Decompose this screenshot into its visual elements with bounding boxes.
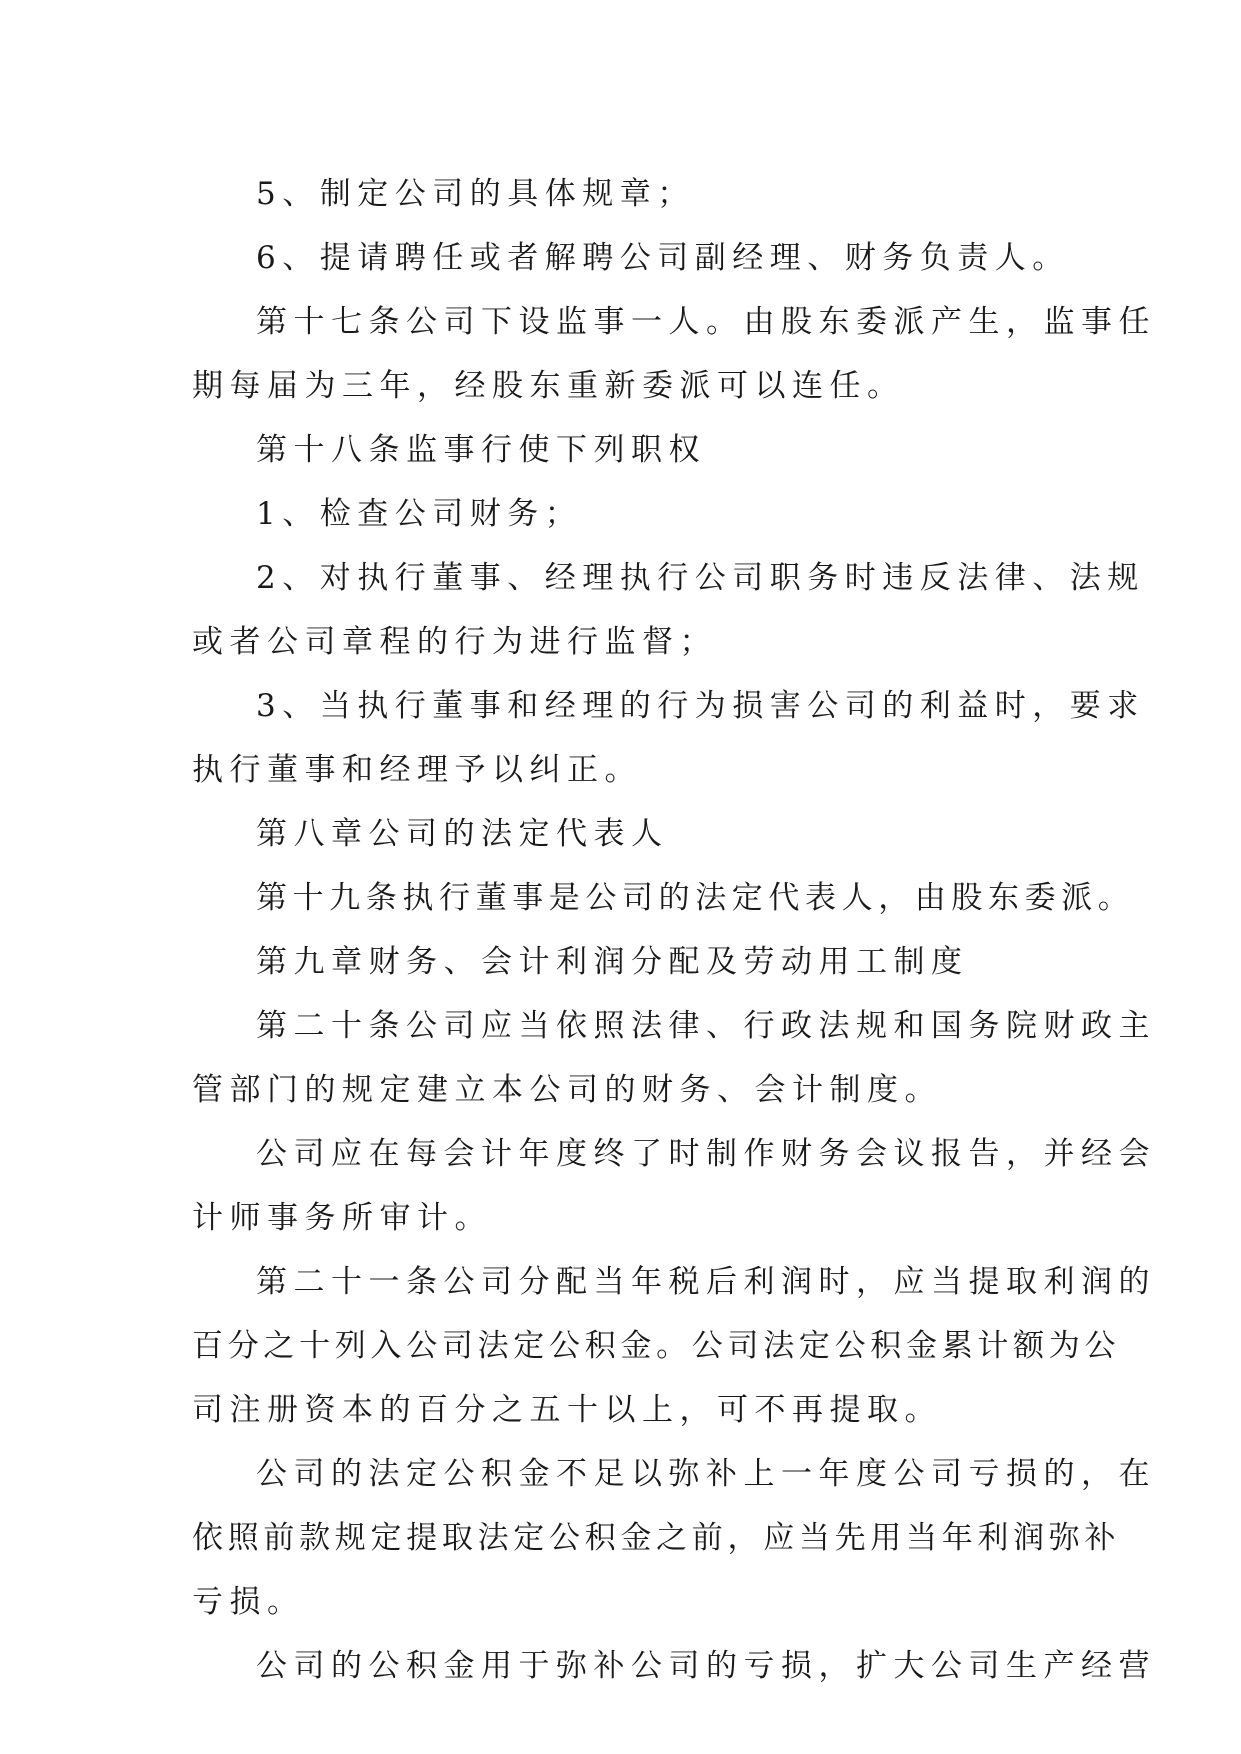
article-paragraph-continuation: 百分之十列入公司法定公积金。公司法定公积金累计额为公 [192, 1328, 1121, 1364]
paragraph-continuation: 依照前款规定提取法定公积金之前，应当先用当年利润弥补 [192, 1520, 1121, 1556]
paragraph-continuation: 计师事务所审计。 [192, 1200, 492, 1236]
article-paragraph-continuation: 期每届为三年，经股东重新委派可以连任。 [192, 368, 905, 404]
article-paragraph-continuation: 司注册资本的百分之五十以上，可不再提取。 [192, 1392, 942, 1428]
article-paragraph: 第二十一条公司分配当年税后利润时，应当提取利润的 [256, 1264, 1156, 1300]
list-item: 3、当执行董事和经理的行为损害公司的利益时，要求 [256, 688, 1145, 724]
paragraph: 公司的公积金用于弥补公司的亏损，扩大公司生产经营 [256, 1648, 1156, 1684]
list-item: 5、制定公司的具体规章； [256, 176, 695, 212]
paragraph-continuation: 亏损。 [192, 1584, 305, 1620]
paragraph: 公司的法定公积金不足以弥补上一年度公司亏损的，在 [256, 1456, 1156, 1492]
list-item: 6、提请聘任或者解聘公司副经理、财务负责人。 [256, 240, 1070, 276]
article-paragraph: 第十七条公司下设监事一人。由股东委派产生，监事任 [256, 304, 1156, 340]
list-item: 1、检查公司财务； [256, 496, 583, 532]
list-item-continuation: 执行董事和经理予以纠正。 [192, 752, 642, 788]
document-body [192, 162, 1156, 1698]
article-heading: 第十八条监事行使下列职权 [256, 432, 706, 468]
paragraph: 公司应在每会计年度终了时制作财务会议报告，并经会 [256, 1136, 1156, 1172]
list-item-continuation: 或者公司章程的行为进行监督； [192, 624, 717, 660]
article-paragraph: 第二十条公司应当依照法律、行政法规和国务院财政主 [256, 1008, 1156, 1044]
list-item: 2、对执行董事、经理执行公司职务时违反法律、法规 [256, 560, 1145, 596]
article-paragraph-continuation: 管部门的规定建立本公司的财务、会计制度。 [192, 1072, 942, 1108]
chapter-heading: 第九章财务、会计利润分配及劳动用工制度 [256, 944, 969, 980]
chapter-heading: 第八章公司的法定代表人 [256, 816, 669, 852]
article-paragraph: 第十九条执行董事是公司的法定代表人，由股东委派。 [256, 880, 1135, 916]
